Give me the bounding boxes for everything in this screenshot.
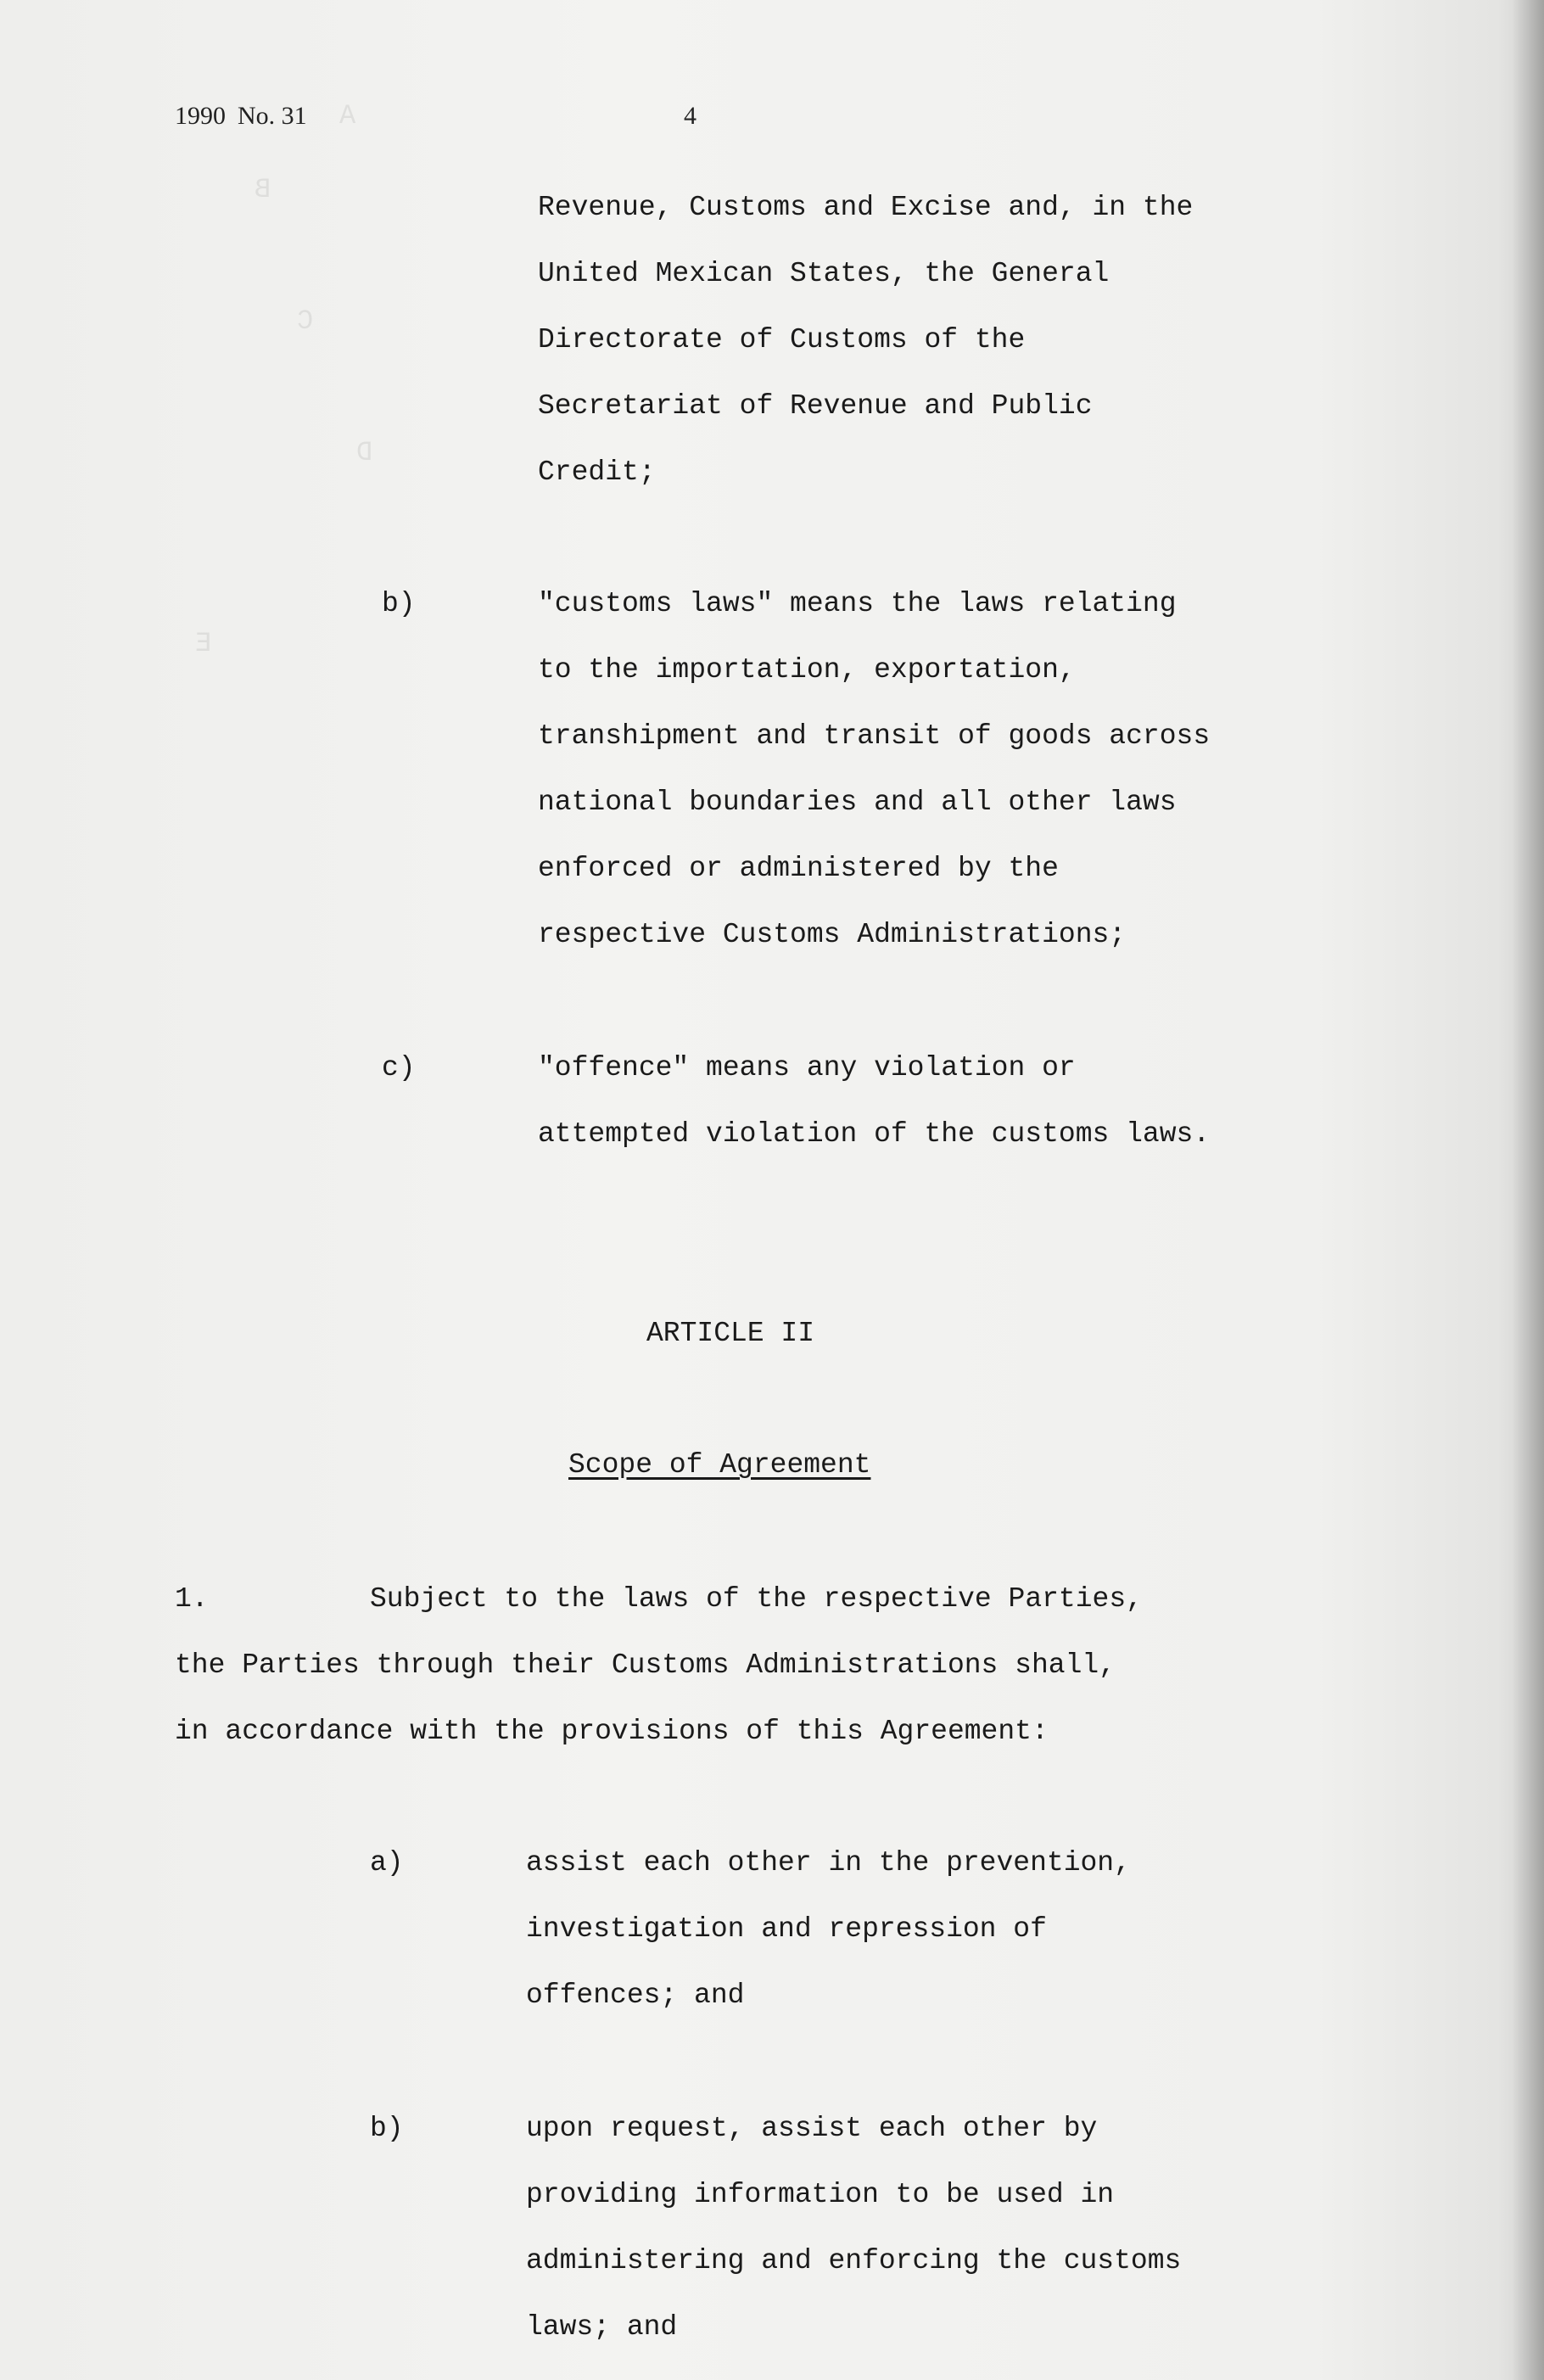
list-item-line: offences; and [526, 1980, 745, 2011]
item-label-b2: b) [370, 2113, 404, 2144]
running-header [175, 102, 307, 131]
item-label-b: b) [382, 588, 416, 619]
show-through-texture: A B C D E [195, 100, 373, 659]
item-label-c: c) [382, 1052, 416, 1084]
definition-line: to the importation, exportation, [538, 654, 1076, 686]
definition-line: attempted violation of the customs laws. [538, 1118, 1211, 1150]
definition-line: Secretariat of Revenue and Public [538, 390, 1093, 422]
paragraph-line: the Parties through their Customs Administrations shall, [175, 1649, 1116, 1681]
paragraph-number: 1. [175, 1583, 209, 1615]
item-label-a: a) [370, 1847, 404, 1879]
definition-line: enforced or administered by the [538, 853, 1059, 884]
header-number: No. 31 [238, 102, 307, 130]
list-item-line: assist each other in the prevention, [526, 1847, 1131, 1879]
definition-line: Credit; [538, 456, 656, 488]
page-edge-shadow [1512, 0, 1544, 2380]
definition-line: Directorate of Customs of the [538, 324, 1026, 356]
page-number: 4 [684, 102, 696, 130]
definition-line: "offence" means any violation or [538, 1052, 1076, 1084]
definition-line: United Mexican States, the General [538, 258, 1110, 289]
list-item-line: providing information to be used in [526, 2179, 1115, 2210]
list-item-line: upon request, assist each other by [526, 2113, 1098, 2144]
definition-line: respective Customs Administrations; [538, 919, 1127, 950]
list-item-line: laws; and [526, 2311, 678, 2343]
article-heading: ARTICLE II [646, 1318, 815, 1349]
definition-line: Revenue, Customs and Excise and, in the [538, 192, 1194, 223]
definition-line: transhipment and transit of goods across [538, 720, 1211, 752]
paragraph-line: in accordance with the provisions of this Agreement: [175, 1716, 1049, 1747]
article-subheading: Scope of Agreement [568, 1449, 871, 1481]
paragraph-line: Subject to the laws of the respective Parties, [370, 1583, 1143, 1615]
list-item-line: investigation and repression of [526, 1913, 1047, 1945]
header-year: 1990 [175, 102, 226, 130]
definition-line: "customs laws" means the laws relating [538, 588, 1177, 619]
list-item-line: administering and enforcing the customs [526, 2245, 1182, 2276]
definition-line: national boundaries and all other laws [538, 787, 1177, 818]
